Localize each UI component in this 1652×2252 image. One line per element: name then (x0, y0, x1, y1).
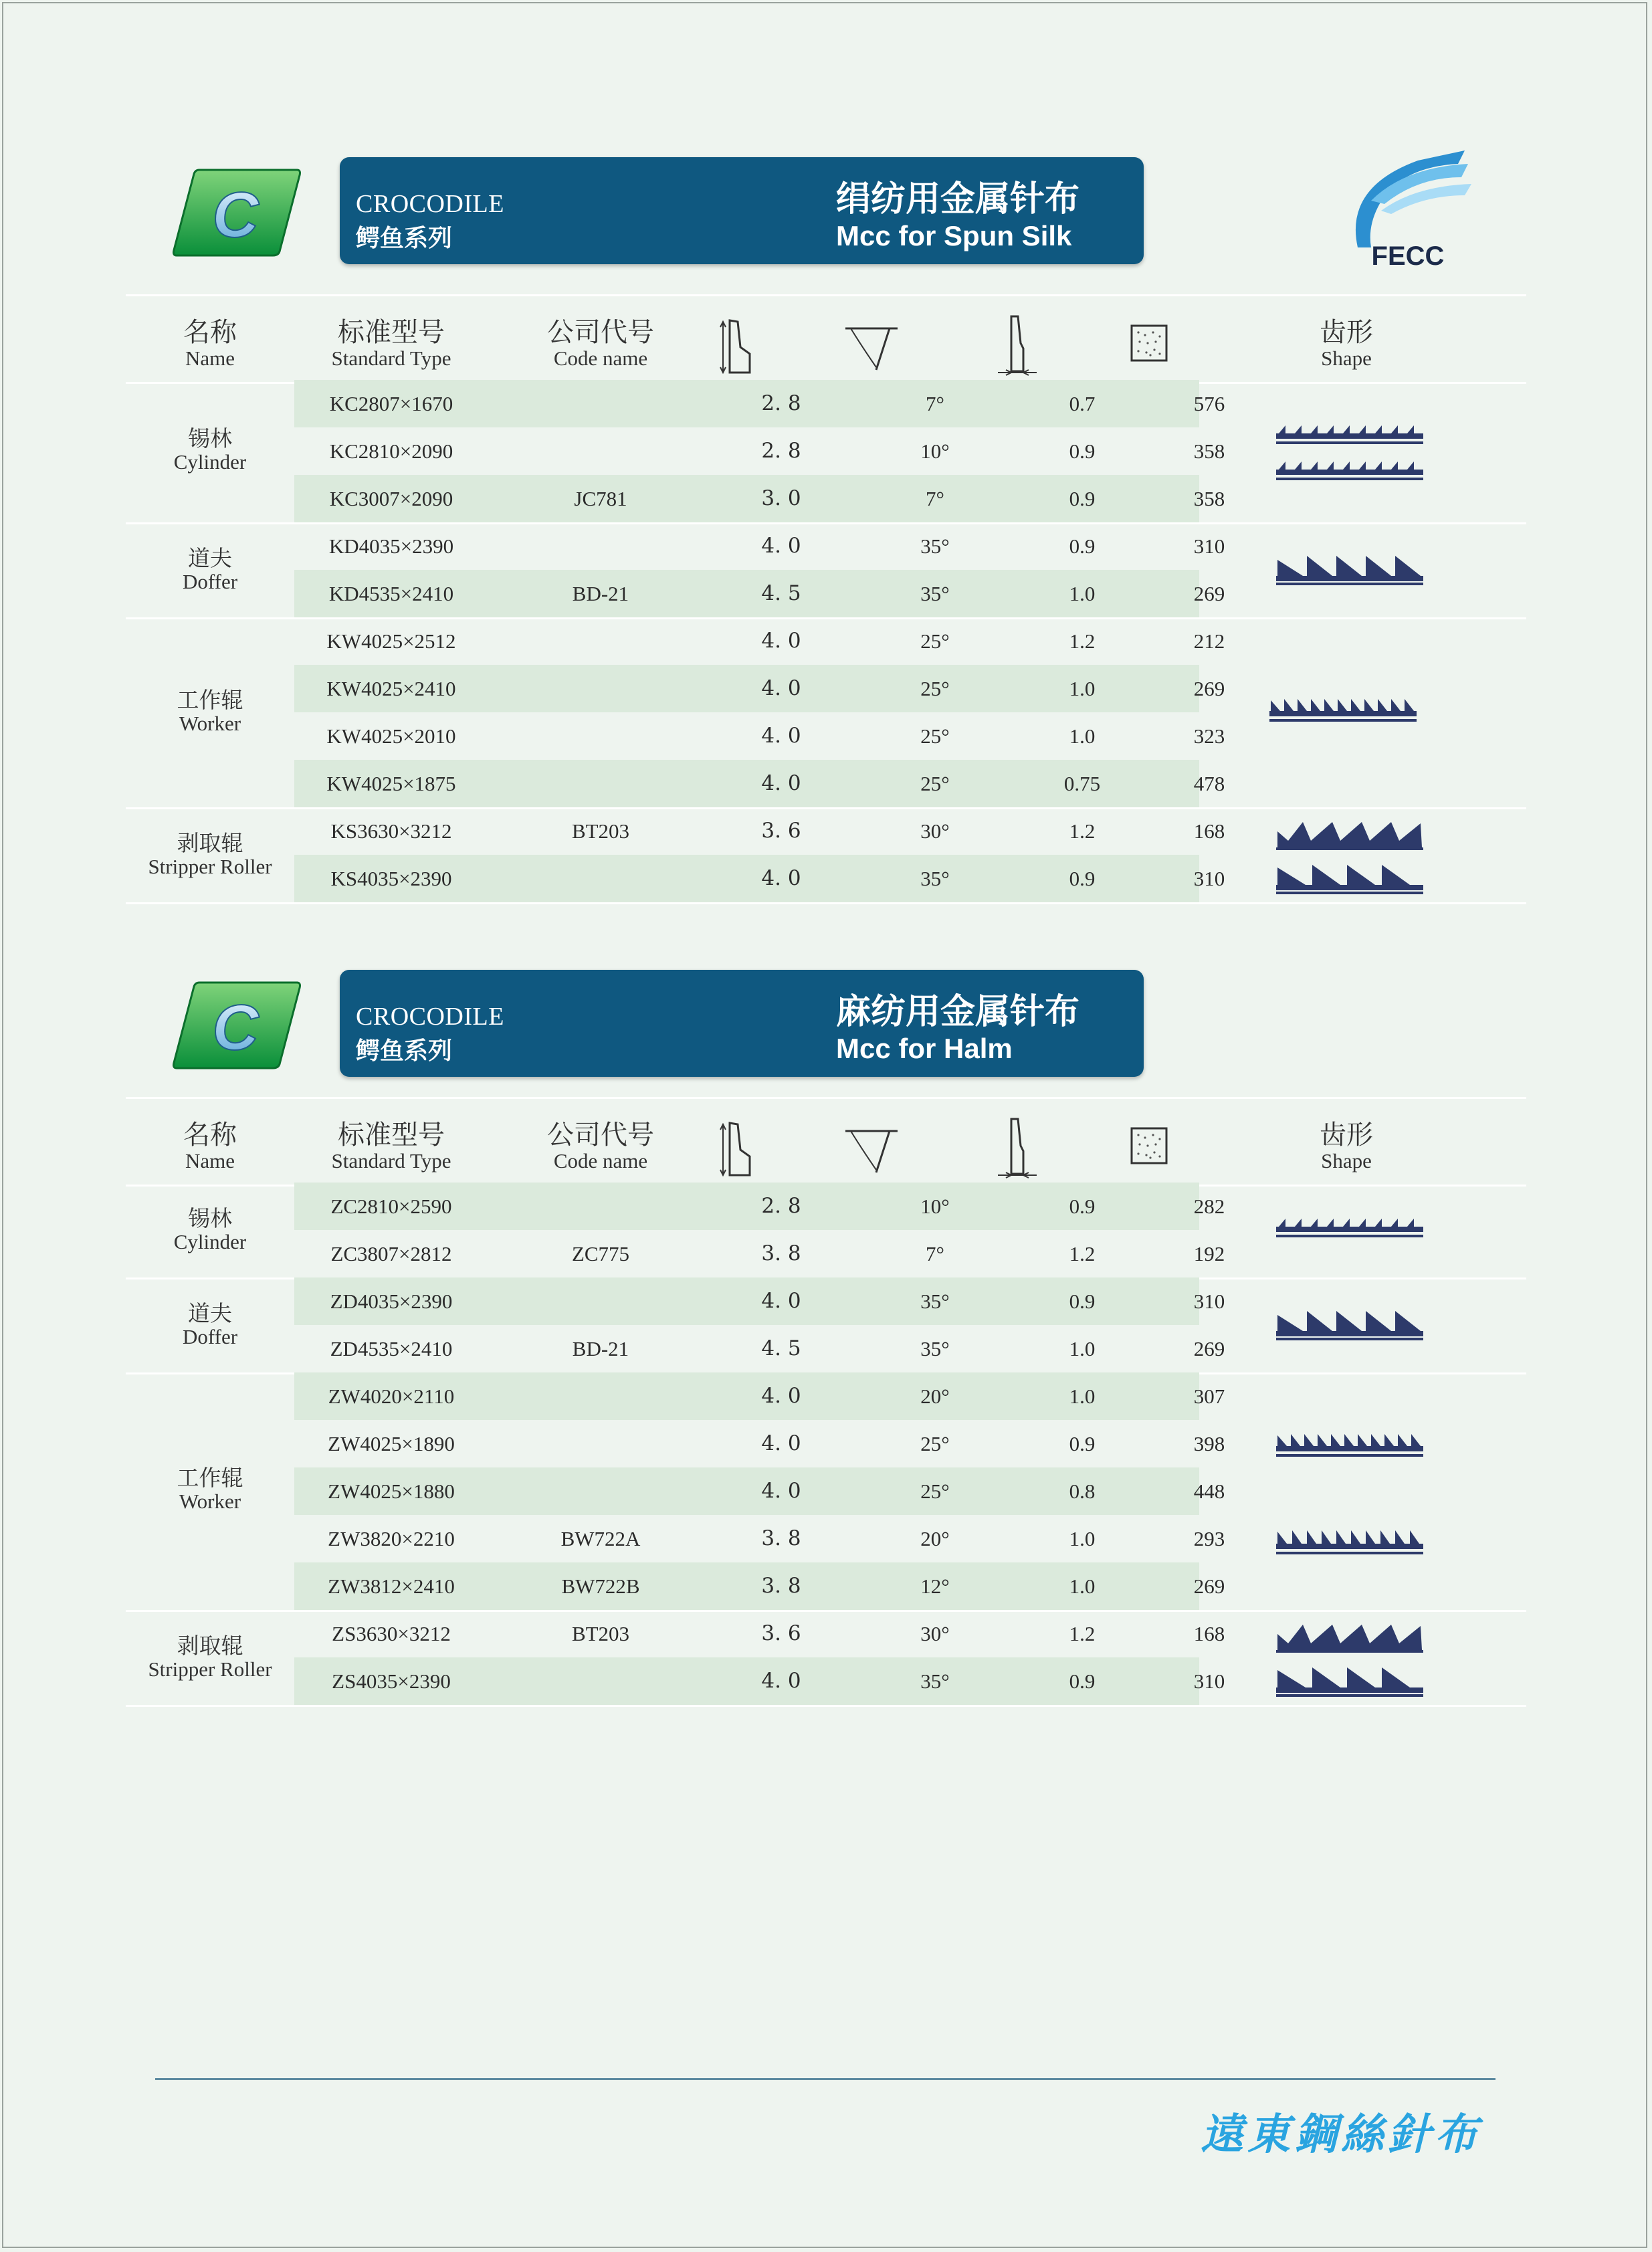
cell-standard-type: KW4025×2410 (326, 677, 456, 700)
tooth-shape-icon (1276, 549, 1426, 587)
cell-density: 310 (1193, 534, 1225, 558)
cell-angle: 25° (920, 677, 950, 700)
group-doffer (126, 522, 1526, 619)
group-label: 工作辊 Worker (177, 687, 243, 735)
cell-code-name (500, 665, 701, 712)
cell-width: 0.9 (1069, 1432, 1096, 1455)
cell-height: 4. 0 (761, 1289, 801, 1313)
cell-width: 1.2 (1069, 1622, 1096, 1645)
cell-height: 4. 0 (761, 1669, 801, 1693)
cell-angle: 25° (920, 1479, 950, 1503)
cell-standard-type: KC2807×1670 (329, 392, 453, 415)
cell-density: 358 (1193, 439, 1225, 463)
cell-density: 293 (1193, 1527, 1225, 1550)
cell-width: 0.9 (1069, 1195, 1096, 1218)
cell-height: 4. 5 (761, 1336, 801, 1360)
cell-standard-type: ZW3812×2410 (328, 1574, 455, 1598)
tooth-shape-icon (1276, 1215, 1426, 1239)
cell-standard-type: ZD4035×2390 (330, 1290, 453, 1313)
cell-angle: 25° (920, 629, 950, 653)
section-title-en: Mcc for Halm (836, 1033, 1013, 1064)
cell-angle: 35° (920, 867, 950, 890)
group-stripper-roller (126, 807, 1526, 904)
cell-density: 269 (1193, 582, 1225, 605)
cell-density: 168 (1193, 1622, 1225, 1645)
cell-density: 310 (1193, 1669, 1225, 1693)
cell-angle: 35° (920, 1669, 950, 1693)
cell-code-name (500, 1183, 701, 1230)
point-density-icon (1129, 1126, 1169, 1166)
table-row (126, 617, 1526, 665)
cell-width: 1.0 (1069, 1337, 1096, 1360)
group-stripper-roller (126, 1610, 1526, 1707)
cell-code-name (500, 1467, 701, 1515)
cell-width: 1.2 (1069, 1242, 1096, 1265)
cell-density: 398 (1193, 1432, 1225, 1455)
cell-code-name (500, 855, 701, 902)
cell-standard-type: KC2810×2090 (329, 439, 453, 463)
cell-code-name: ZC775 (571, 1242, 630, 1265)
cell-standard-type: ZW3820×2210 (328, 1527, 455, 1550)
crocodile-logo-icon (173, 167, 301, 258)
cell-height: 3. 6 (761, 1621, 801, 1645)
cell-angle: 7° (926, 487, 944, 510)
cell-code-name (500, 1372, 701, 1420)
cell-standard-type: KW4025×1875 (326, 772, 456, 795)
series-en: CROCODILE (356, 1003, 504, 1031)
header-name: 名称 Name (183, 1120, 237, 1172)
table-row (126, 1562, 1526, 1610)
tooth-height-icon (718, 316, 758, 377)
cell-density: 282 (1193, 1195, 1225, 1218)
cell-height: 3. 8 (761, 1574, 801, 1598)
series-en: CROCODILE (356, 190, 504, 218)
tooth-shape-icon (1276, 814, 1426, 894)
cell-width: 1.0 (1069, 724, 1096, 748)
cell-height: 4. 0 (761, 629, 801, 653)
cell-angle: 25° (920, 1432, 950, 1455)
cell-density: 358 (1193, 487, 1225, 510)
cell-standard-type: ZW4025×1880 (328, 1479, 455, 1503)
cell-standard-type: KW4025×2512 (326, 629, 456, 653)
cell-code-name (500, 1277, 701, 1325)
header-standard-type: 标准型号 Standard Type (331, 1120, 451, 1172)
cell-width: 0.9 (1069, 1290, 1096, 1313)
fecc-logo-icon (1331, 147, 1471, 274)
cell-angle: 35° (920, 1337, 950, 1360)
cell-standard-type: KD4035×2390 (328, 534, 454, 558)
cell-width: 1.0 (1069, 582, 1096, 605)
cell-standard-type: ZW4025×1890 (328, 1432, 455, 1455)
cell-width: 1.2 (1069, 819, 1096, 843)
cell-width: 1.2 (1069, 629, 1096, 653)
cell-angle: 30° (920, 1622, 950, 1645)
group-label: 道夫 Doffer (182, 545, 238, 593)
cell-height: 4. 0 (761, 866, 801, 890)
cell-standard-type: KS4035×2390 (330, 867, 452, 890)
cell-height: 4. 0 (761, 1384, 801, 1408)
cell-standard-type: KD4535×2410 (328, 582, 454, 605)
header-shape: 齿形 Shape (1320, 1120, 1373, 1172)
cell-code-name (500, 380, 701, 427)
cell-code-name (500, 760, 701, 807)
table-row (126, 1467, 1526, 1515)
tooth-shape-icon (1269, 691, 1419, 724)
section-title-en: Mcc for Spun Silk (836, 220, 1072, 251)
cell-code-name (500, 427, 701, 475)
cell-width: 0.9 (1069, 487, 1096, 510)
cell-height: 2. 8 (761, 1194, 801, 1218)
cell-angle: 12° (920, 1574, 950, 1598)
cell-code-name: BD-21 (572, 1337, 629, 1360)
group-doffer (126, 1277, 1526, 1374)
cell-width: 0.75 (1063, 772, 1101, 795)
group-label: 道夫 Doffer (182, 1300, 238, 1348)
cell-code-name: BW722A (560, 1527, 641, 1550)
cell-width: 1.0 (1069, 1574, 1096, 1598)
table-row (126, 760, 1526, 807)
cell-code-name (500, 1420, 701, 1467)
cell-standard-type: ZD4535×2410 (330, 1337, 453, 1360)
cell-width: 0.7 (1069, 392, 1096, 415)
header-standard-type: 标准型号 Standard Type (331, 317, 451, 370)
group-cylinder (126, 380, 1526, 524)
tooth-angle-icon (841, 319, 902, 373)
section-banner (340, 157, 1144, 264)
cell-code-name: BD-21 (572, 582, 629, 605)
cell-code-name (500, 1657, 701, 1705)
cell-standard-type: ZW4020×2110 (328, 1385, 455, 1408)
table-row (126, 1372, 1526, 1420)
cell-density: 168 (1193, 819, 1225, 843)
cell-angle: 7° (926, 1242, 944, 1265)
group-cylinder (126, 1183, 1526, 1279)
group-label: 工作辊 Worker (177, 1465, 243, 1513)
cell-standard-type: KC3007×2090 (329, 487, 453, 510)
header-name: 名称 Name (183, 317, 237, 370)
footer-brand: 遠東鋼絲針布 (1201, 2110, 1481, 2160)
tooth-angle-icon (841, 1122, 902, 1175)
cell-angle: 30° (920, 819, 950, 843)
cell-angle: 20° (920, 1385, 950, 1408)
cell-code-name (500, 617, 701, 665)
cell-height: 3. 6 (761, 819, 801, 843)
group-label: 锡林 Cylinder (173, 1205, 247, 1253)
cell-density: 323 (1193, 724, 1225, 748)
cell-code-name: BT203 (571, 819, 630, 843)
cell-angle: 10° (920, 439, 950, 463)
cell-density: 269 (1193, 677, 1225, 700)
cell-code-name: BW722B (561, 1574, 640, 1598)
cell-height: 2. 8 (761, 391, 801, 415)
cell-height: 4. 0 (761, 534, 801, 558)
svg-text:C: C (212, 179, 259, 251)
group-label: 剥取辊 Stripper Roller (148, 1633, 272, 1681)
cell-code-name: JC781 (574, 487, 627, 510)
cell-standard-type: ZC3807×2812 (330, 1242, 452, 1265)
table-header (126, 1097, 1526, 1187)
cell-angle: 25° (920, 772, 950, 795)
cell-width: 0.9 (1069, 1669, 1096, 1693)
cell-code-name (500, 522, 701, 570)
cell-density: 212 (1193, 629, 1225, 653)
header-code-name: 公司代号 Code name (547, 317, 654, 370)
cell-height: 3. 0 (761, 486, 801, 510)
cell-density: 192 (1193, 1242, 1225, 1265)
tooth-shape-icon (1276, 421, 1426, 482)
tooth-shape-icon (1276, 1426, 1426, 1459)
cell-angle: 35° (920, 582, 950, 605)
svg-text:C: C (212, 992, 259, 1063)
cell-density: 307 (1193, 1385, 1225, 1408)
cell-angle: 25° (920, 724, 950, 748)
cell-height: 3. 8 (761, 1241, 801, 1265)
svg-text:FECC: FECC (1371, 241, 1445, 271)
group-label: 锡林 Cylinder (173, 425, 247, 474)
cell-height: 4. 0 (761, 1479, 801, 1503)
cell-height: 4. 5 (761, 581, 801, 605)
cell-width: 0.9 (1069, 439, 1096, 463)
table-row (126, 475, 1526, 522)
cell-density: 448 (1193, 1479, 1225, 1503)
crocodile-logo-icon (173, 980, 301, 1071)
tooth-width-icon (993, 314, 1039, 378)
header-shape: 齿形 Shape (1320, 317, 1373, 370)
footer-divider (155, 2078, 1495, 2080)
cell-width: 0.9 (1069, 534, 1096, 558)
group-label: 剥取辊 Stripper Roller (148, 830, 272, 878)
cell-code-name: BT203 (571, 1622, 630, 1645)
cell-height: 4. 0 (761, 1431, 801, 1455)
section-banner (340, 970, 1144, 1077)
cell-standard-type: ZC2810×2590 (330, 1195, 452, 1218)
cell-code-name (500, 712, 701, 760)
tooth-height-icon (718, 1119, 758, 1179)
cell-density: 310 (1193, 867, 1225, 890)
cell-standard-type: ZS4035×2390 (332, 1669, 451, 1693)
section-title-cn: 麻纺用金属针布 (836, 992, 1080, 1032)
cell-density: 576 (1193, 392, 1225, 415)
cell-height: 3. 8 (761, 1526, 801, 1550)
cell-height: 2. 8 (761, 439, 801, 463)
section-title-cn: 绢纺用金属针布 (836, 179, 1080, 219)
tooth-shape-icon (1276, 1304, 1426, 1342)
cell-angle: 7° (926, 392, 944, 415)
tooth-width-icon (993, 1116, 1039, 1181)
tooth-shape-icon (1276, 1617, 1426, 1697)
cell-height: 4. 0 (761, 771, 801, 795)
cell-width: 1.0 (1069, 1385, 1096, 1408)
cell-width: 0.8 (1069, 1479, 1096, 1503)
cell-height: 4. 0 (761, 676, 801, 700)
cell-standard-type: KS3630×3212 (330, 819, 452, 843)
cell-standard-type: KW4025×2010 (326, 724, 456, 748)
table-header (126, 294, 1526, 384)
header-code-name: 公司代号 Code name (547, 1120, 654, 1172)
cell-angle: 35° (920, 534, 950, 558)
cell-standard-type: ZS3630×3212 (332, 1622, 451, 1645)
group-worker (126, 1372, 1526, 1612)
cell-angle: 10° (920, 1195, 950, 1218)
tooth-shape-icon (1276, 1524, 1426, 1557)
cell-angle: 35° (920, 1290, 950, 1313)
table-row (126, 380, 1526, 427)
cell-width: 1.0 (1069, 677, 1096, 700)
series-cn: 鳄鱼系列 (356, 225, 453, 252)
cell-width: 1.0 (1069, 1527, 1096, 1550)
cell-height: 4. 0 (761, 724, 801, 748)
group-worker (126, 617, 1526, 809)
series-cn: 鳄鱼系列 (356, 1037, 453, 1065)
cell-density: 269 (1193, 1337, 1225, 1360)
cell-density: 310 (1193, 1290, 1225, 1313)
cell-angle: 20° (920, 1527, 950, 1550)
point-density-icon (1129, 323, 1169, 363)
cell-width: 0.9 (1069, 867, 1096, 890)
cell-density: 269 (1193, 1574, 1225, 1598)
cell-density: 478 (1193, 772, 1225, 795)
